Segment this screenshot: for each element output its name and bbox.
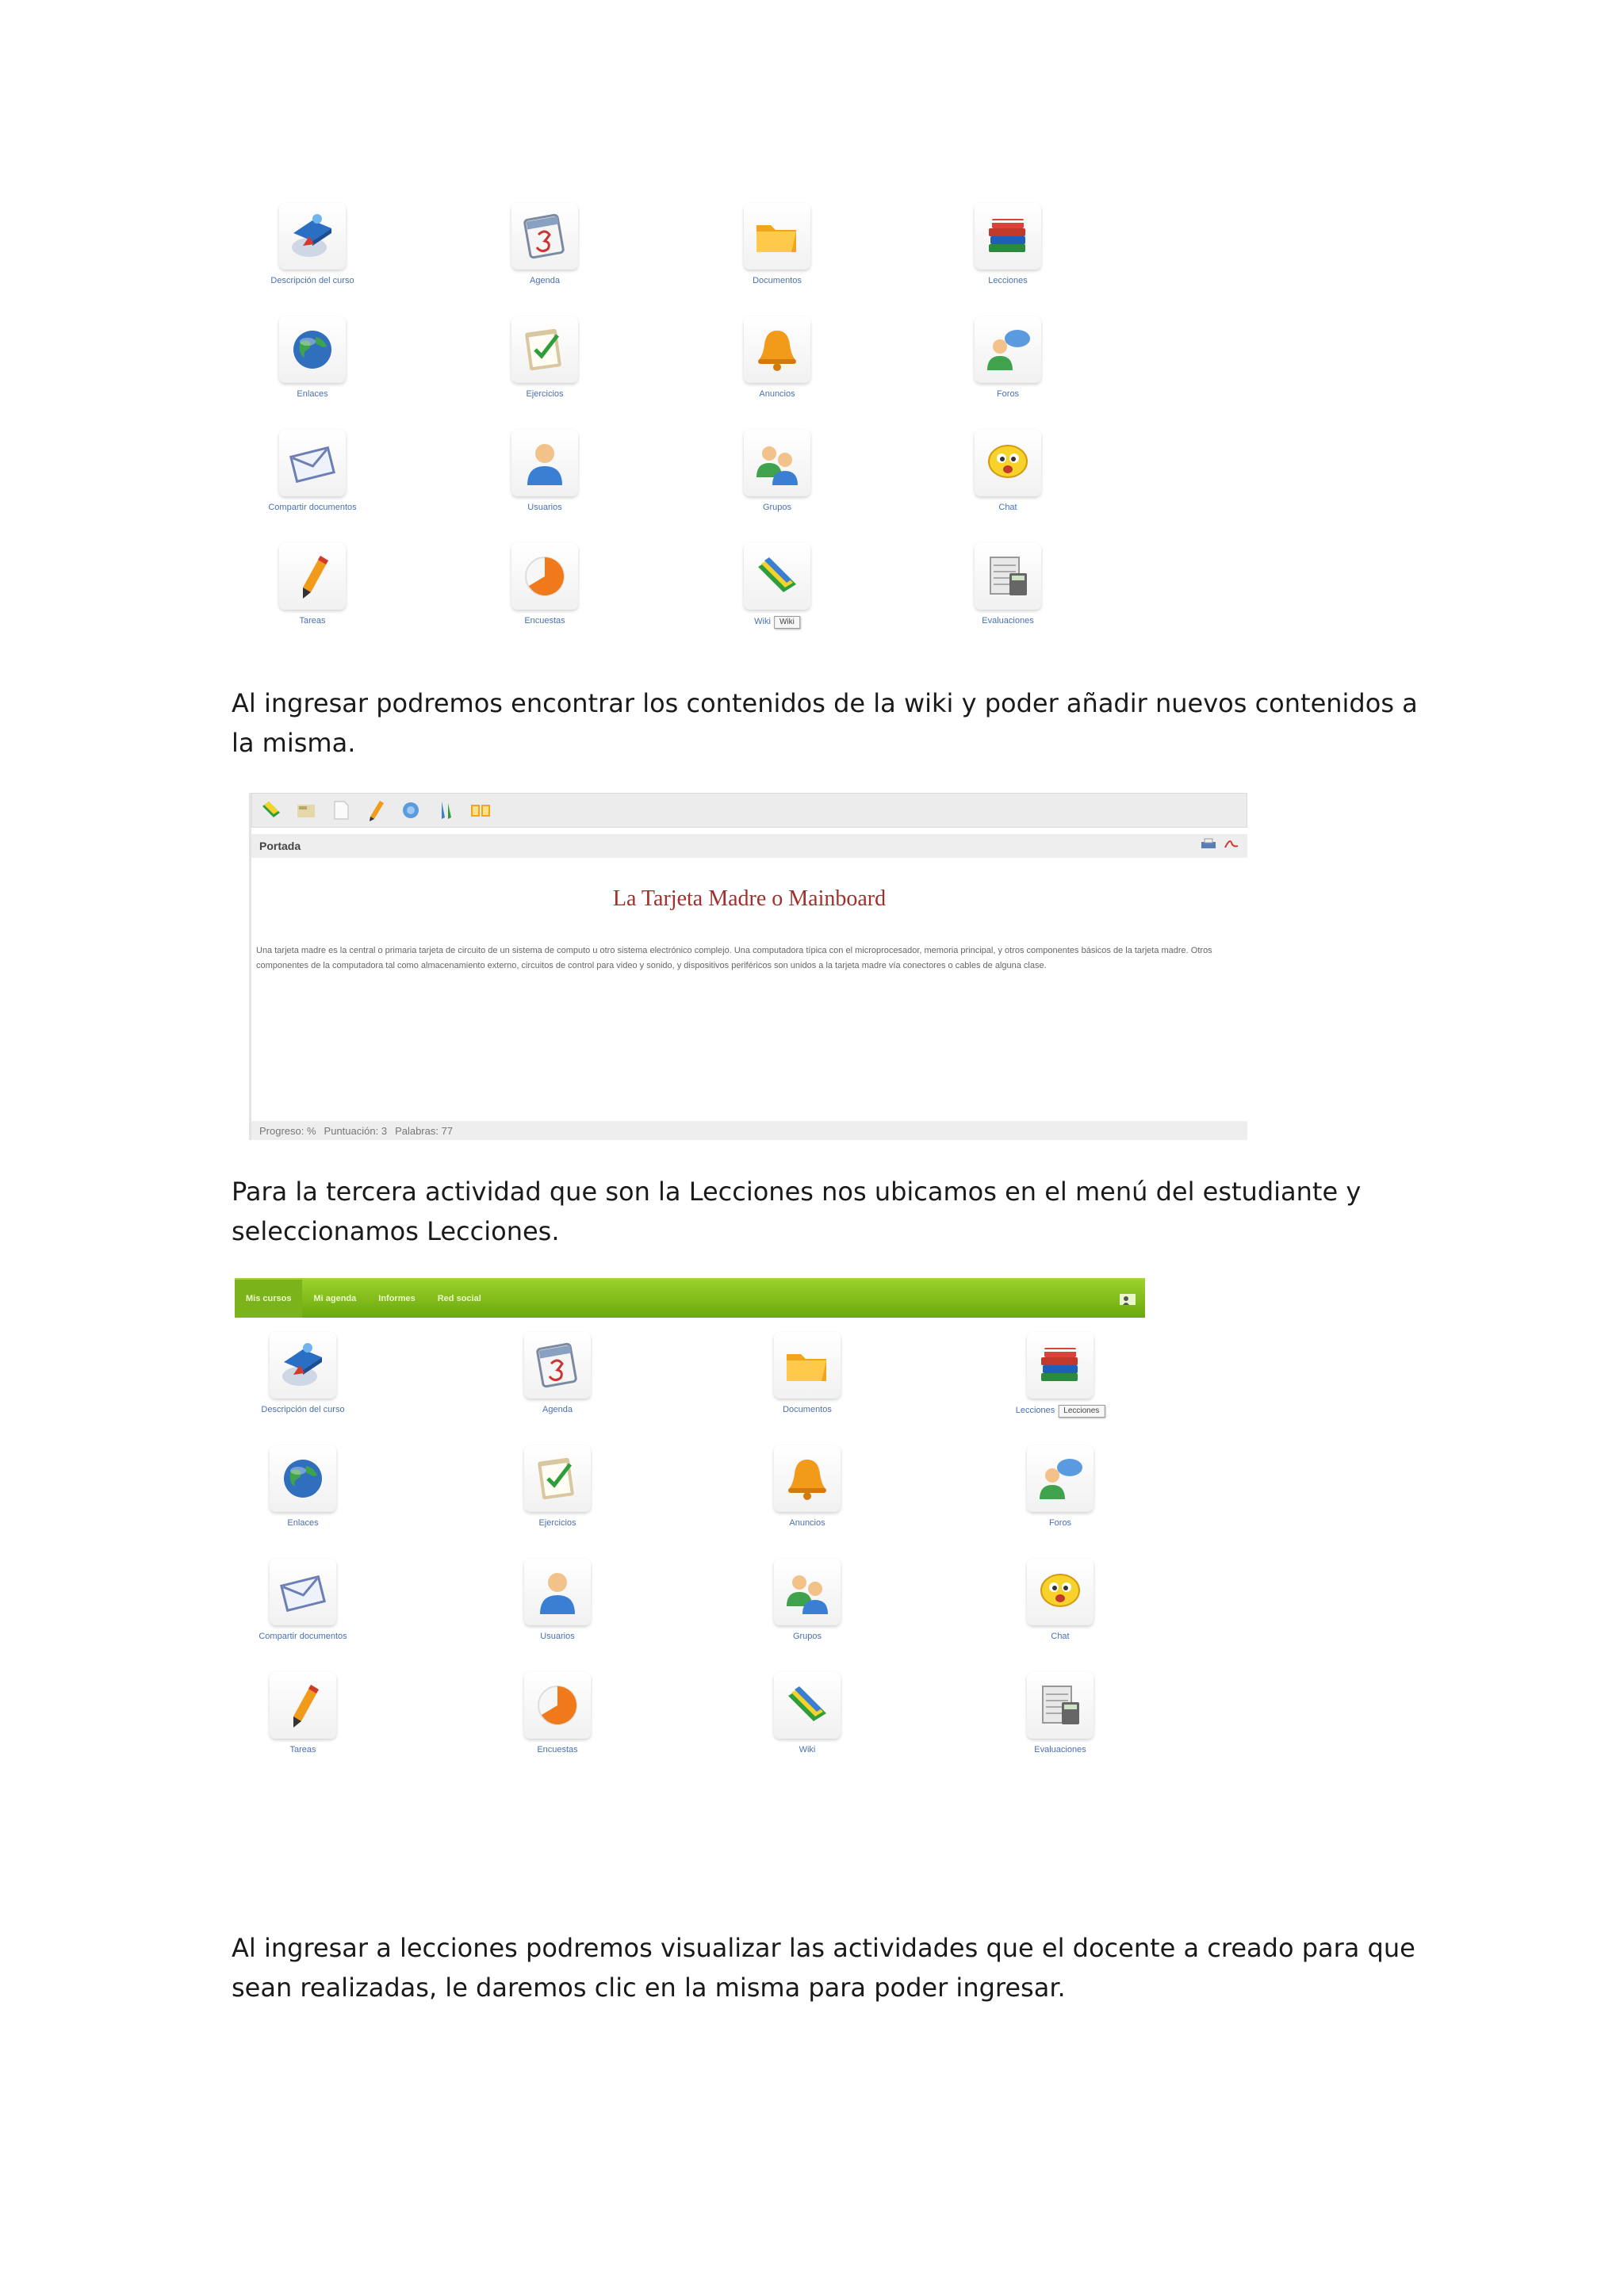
tool-label[interactable] [1049, 1518, 1071, 1528]
calculator-icon[interactable] [1027, 1672, 1094, 1739]
tool-label-text: Grupos [762, 503, 792, 512]
tool-label[interactable] [759, 389, 795, 399]
pencil-icon[interactable] [279, 543, 346, 610]
tool-label-text: Chat [1051, 1632, 1070, 1641]
tool-calculator[interactable] [933, 543, 1167, 656]
tool-books[interactable] [933, 203, 1167, 316]
globe-icon[interactable] [270, 1445, 336, 1512]
tool-label-text: Evaluaciones [1034, 1745, 1086, 1755]
pdf-icon[interactable] [1222, 838, 1239, 855]
tool-envelope[interactable] [235, 1559, 481, 1672]
course-tools-grid-2 [235, 1332, 1221, 1785]
calculator-icon[interactable] [975, 543, 1041, 610]
wiki-status-progress: Progreso: % [259, 1124, 316, 1137]
tool-wiki[interactable] [699, 543, 933, 656]
tool-course-description[interactable] [235, 1332, 481, 1445]
group-icon[interactable] [774, 1559, 841, 1625]
tool-label[interactable] [537, 1745, 577, 1755]
forum-icon[interactable] [975, 316, 1041, 383]
tool-label-text: Chat [998, 503, 1017, 512]
tool-label-text: Documentos [783, 1405, 832, 1414]
tool-label[interactable] [542, 1405, 573, 1414]
tool-label[interactable] [988, 276, 1028, 285]
tool-label-text: Compartir documentos [259, 1632, 347, 1641]
books-icon[interactable] [1027, 1332, 1094, 1399]
tool-checklist[interactable] [481, 1445, 728, 1559]
tool-survey[interactable] [465, 543, 699, 656]
tool-label[interactable] [793, 1632, 822, 1641]
tool-survey[interactable] [481, 1672, 728, 1785]
tool-label[interactable] [299, 616, 325, 626]
tool-label-text: Enlaces [297, 389, 328, 399]
tool-user[interactable] [465, 430, 699, 543]
wiki-page-tools [1200, 838, 1239, 855]
wiki-article-body: Una tarjeta madre es la central o primaria tarjeta de circuito de un sistema de computo u otro sistema electrónico complejo. Una computadora típica con el microprocesador, memoria principal, y otros componentes básicos de la tarjeta madre. Otros componentes de la computadora tal como almacenamiento externo, circuitos de control para video y sonido, y dispositivos periféricos son unidos a la tarjeta madre vía conectores o cables de alguna clase. [256, 946, 1212, 970]
wiki-article-title: La Tarjeta Madre o Mainboard [612, 886, 887, 911]
course-homepage-screenshot [235, 1278, 1145, 1763]
forum-icon[interactable] [1027, 1445, 1094, 1512]
nav-tab-my-agenda[interactable]: Mi agenda [313, 1294, 357, 1303]
tool-label-text: Agenda [542, 1405, 573, 1414]
tool-label-text: Encuestas [537, 1745, 578, 1755]
tool-label[interactable] [1034, 1745, 1086, 1755]
wiki-status-bar [251, 1121, 1247, 1140]
tool-label[interactable] [289, 1745, 316, 1755]
survey-icon[interactable] [511, 543, 578, 610]
calendar-icon[interactable] [511, 203, 578, 270]
folder-icon[interactable] [744, 203, 810, 270]
tool-label[interactable] [1016, 1405, 1105, 1418]
tool-group[interactable] [728, 1559, 975, 1672]
tool-label-text: Evaluaciones [982, 616, 1034, 626]
tool-label[interactable] [763, 503, 791, 512]
tool-label[interactable] [524, 616, 565, 626]
tool-label-text: Lecciones [988, 276, 1028, 285]
tool-label-text: Foros [996, 389, 1020, 399]
wiki-screenshot [249, 793, 1247, 1140]
tool-globe[interactable] [235, 1445, 481, 1559]
nav-tab-social[interactable]: Red social [437, 1294, 481, 1303]
tool-label[interactable] [789, 1518, 825, 1528]
tooltip: Wiki [774, 616, 800, 629]
wiki-notes-icon[interactable] [293, 798, 319, 823]
globe-icon[interactable] [279, 316, 346, 383]
tool-checklist[interactable] [465, 316, 699, 430]
wiki-book-icon[interactable] [468, 798, 493, 823]
wiki-status-words: Palabras: 77 [395, 1124, 454, 1137]
tool-bell[interactable] [699, 316, 933, 430]
tool-forum[interactable] [975, 1445, 1221, 1559]
wiki-icon[interactable] [774, 1672, 841, 1739]
tool-chat[interactable] [933, 430, 1167, 543]
tooltip: Lecciones [1058, 1405, 1105, 1418]
tool-label[interactable] [540, 1632, 574, 1641]
survey-icon[interactable] [524, 1672, 591, 1739]
tool-label[interactable] [268, 503, 356, 512]
tool-label-text: Grupos [792, 1632, 822, 1641]
envelope-icon[interactable] [279, 430, 346, 496]
books-icon[interactable] [975, 203, 1041, 270]
tool-group[interactable] [699, 430, 933, 543]
tool-label[interactable] [1051, 1632, 1069, 1641]
wiki-edit-icon[interactable] [363, 798, 389, 823]
tool-label-text: Compartir documentos [268, 503, 357, 512]
wiki-home-icon[interactable] [259, 798, 284, 823]
tool-calendar[interactable] [481, 1332, 728, 1445]
tool-label-text: Usuarios [540, 1632, 575, 1641]
tool-label-text: Wiki [754, 617, 771, 626]
tool-label[interactable] [527, 503, 561, 512]
nav-tab-my-courses[interactable]: Mis cursos [235, 1280, 302, 1318]
tool-calendar[interactable] [465, 203, 699, 316]
tool-label-text: Anuncios [759, 389, 795, 399]
tool-bell[interactable] [728, 1445, 975, 1559]
tool-label-text: Anuncios [789, 1518, 825, 1528]
user-icon[interactable] [511, 430, 578, 496]
wiki-page-header [251, 834, 1247, 858]
paragraph-lessons-intro: Para la tercera actividad que son la Lecciones nos ubicamos en el menú del estudiante y seleccionamos Lecciones. [232, 1177, 1362, 1246]
group-icon[interactable] [744, 430, 810, 496]
tool-label-text: Ejercicios [538, 1518, 576, 1528]
tool-label[interactable] [538, 1518, 576, 1528]
tool-label-text: Agenda [530, 276, 560, 285]
tool-label[interactable] [297, 389, 327, 399]
wiki-history-icon[interactable] [433, 798, 458, 823]
tool-chat[interactable] [975, 1559, 1221, 1672]
tool-wiki[interactable] [728, 1672, 975, 1785]
paragraph-wiki-intro: Al ingresar podremos encontrar los contenidos de la wiki y poder añadir nuevos contenidos a la misma. [232, 688, 1418, 758]
tool-label[interactable] [261, 1405, 344, 1414]
tool-label[interactable] [526, 389, 563, 399]
tool-label[interactable] [997, 389, 1019, 399]
tool-label-text: Ejercicios [526, 389, 564, 399]
calendar-icon[interactable] [524, 1332, 591, 1399]
tool-label[interactable] [982, 616, 1033, 626]
wiki-discuss-icon[interactable] [398, 798, 423, 823]
wiki-icon[interactable] [744, 543, 810, 610]
tool-label-text: Descripción del curso [261, 1405, 345, 1414]
tool-label[interactable] [287, 1518, 318, 1528]
folder-icon[interactable] [774, 1332, 841, 1399]
tool-pencil[interactable] [235, 1672, 481, 1785]
tool-globe[interactable] [232, 316, 465, 430]
tool-label-text: Documentos [753, 276, 802, 285]
user-profile-icon[interactable] [1118, 1289, 1139, 1308]
tool-envelope[interactable] [232, 430, 465, 543]
tool-label-text: Foros [1048, 1518, 1072, 1528]
wiki-toolbar [251, 793, 1247, 828]
tool-label-text: Enlaces [287, 1518, 319, 1528]
course-nav-bar [235, 1278, 1145, 1318]
tool-label-text: Usuarios [527, 503, 562, 512]
tool-books[interactable] [975, 1332, 1221, 1445]
bell-icon[interactable] [774, 1445, 841, 1512]
tool-label[interactable] [799, 1745, 816, 1755]
pencil-icon[interactable] [270, 1672, 336, 1739]
tool-label[interactable] [754, 616, 800, 629]
tool-label[interactable] [998, 503, 1017, 512]
tool-label-text: Descripción del curso [270, 276, 354, 285]
tool-label-text: Encuestas [524, 616, 565, 626]
wiki-status-score: Puntuación: 3 [324, 1124, 388, 1137]
print-icon[interactable] [1200, 838, 1217, 855]
envelope-icon[interactable] [270, 1559, 336, 1625]
wiki-new-page-icon[interactable] [328, 798, 354, 823]
checklist-icon[interactable] [524, 1445, 591, 1512]
nav-tab-reports[interactable]: Informes [378, 1294, 416, 1303]
tool-label-text: Tareas [289, 1745, 316, 1755]
bell-icon[interactable] [744, 316, 810, 383]
tool-label[interactable] [270, 276, 354, 285]
tool-label-text: Tareas [299, 616, 326, 626]
checklist-icon[interactable] [511, 316, 578, 383]
tool-user[interactable] [481, 1559, 728, 1672]
tool-folder[interactable] [699, 203, 933, 316]
tool-folder[interactable] [728, 1332, 975, 1445]
tool-label[interactable] [783, 1405, 832, 1414]
tool-label[interactable] [530, 276, 560, 285]
tool-forum[interactable] [933, 316, 1167, 430]
wiki-page-title: Portada [259, 840, 301, 852]
course-description-icon[interactable] [279, 203, 346, 270]
chat-icon[interactable] [975, 430, 1041, 496]
paragraph-lessons-access: Al ingresar a lecciones podremos visualizar las actividades que el docente a creado para que sean realizadas, le daremos clic en la misma para poder ingresar. [232, 1933, 1415, 2003]
chat-icon[interactable] [1027, 1559, 1094, 1625]
tool-label[interactable] [259, 1632, 347, 1641]
user-icon[interactable] [524, 1559, 591, 1625]
tool-label-text: Lecciones [1015, 1406, 1055, 1415]
tool-label[interactable] [753, 276, 802, 285]
tool-course-description[interactable] [232, 203, 465, 316]
tool-calculator[interactable] [975, 1672, 1221, 1785]
tool-label-text: Wiki [799, 1745, 816, 1755]
course-description-icon[interactable] [270, 1332, 336, 1399]
tool-pencil[interactable] [232, 543, 465, 656]
course-tools-grid [232, 203, 1167, 656]
